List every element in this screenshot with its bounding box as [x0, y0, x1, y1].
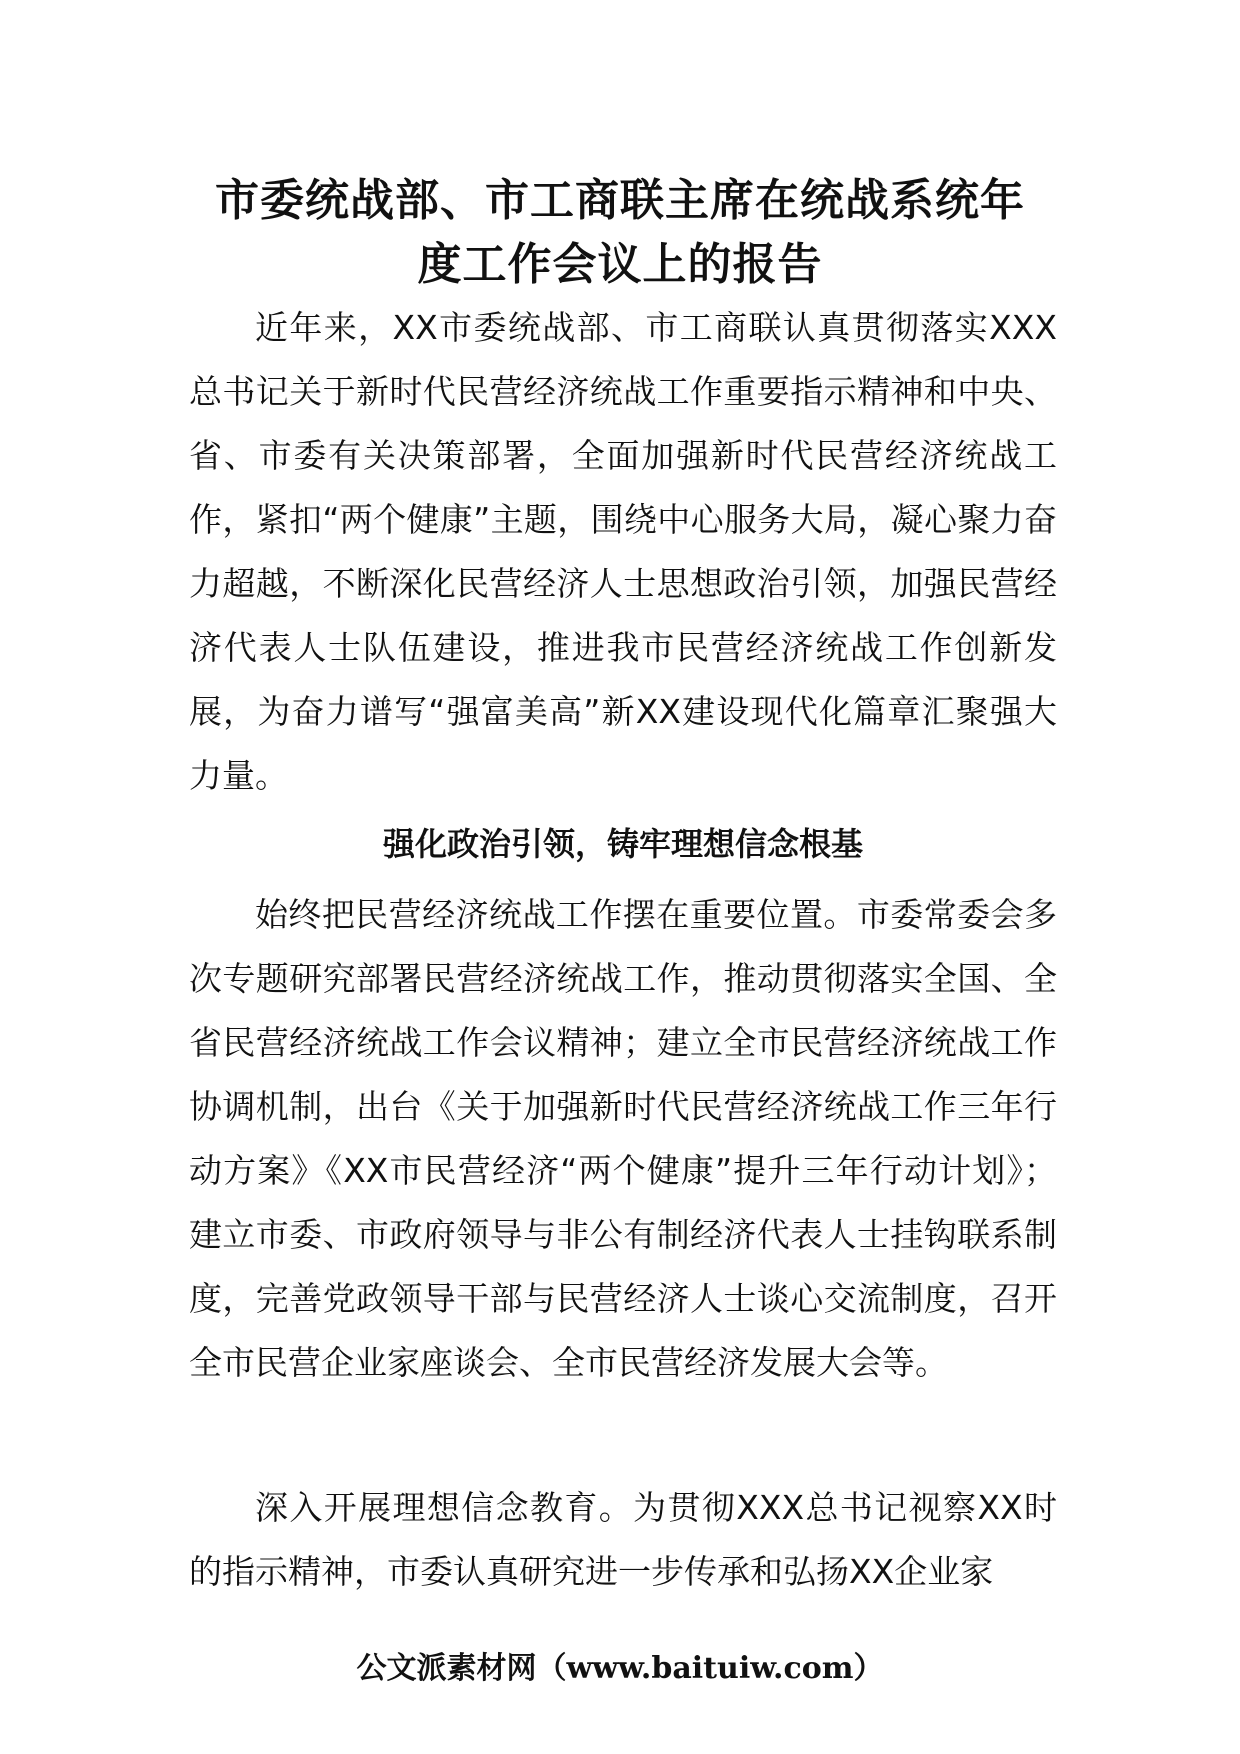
- body-paragraph-2: 始终把民营经济统战工作摆在重要位置。市委常委会多次专题研究部署民营经济统战工作，推动贯彻落实全国、全省民营经济统战工作会议精神；建立全市民营经济统战工作协调机制，出台《关于加强新时代民营经济统战工作三年行动方案》《XX市民营经济“两个健康”提升三年行动计划》；建立市委、市政府领导与非公有制经济代表人士挂钩联系制度，完善党政领导干部与民营经济人士谈心交流制度，召开全市民营企业家座谈会、全市民营经济发展大会等。: [189, 895, 1057, 1382]
- document-title-line-1: 市委统战部、市工商联主席在统战系统年: [215, 175, 1025, 226]
- document-title-line-2: 度工作会议上的报告: [417, 239, 823, 290]
- body-paragraph-3: 深入开展理想信念教育。为贯彻XXX总书记视察XX时的指示精神，市委认真研究进一步传承和弘扬XX企业家: [189, 1488, 1057, 1591]
- section-heading: 强化政治引领，铸牢理想信念根基: [382, 825, 863, 863]
- body-paragraph-1: 近年来，XX市委统战部、市工商联认真贯彻落实XXX总书记关于新时代民营经济统战工作重要指示精神和中央、省、市委有关决策部署，全面加强新时代民营经济统战工作，紧扣“两个健康”主题，围绕中心服务大局，凝心聚力奋力超越，不断深化民营经济人士思想政治引领，加强民营经济代表人士队伍建设，推进我市民营经济统战工作创新发展，为奋力谱写“强富美高”新XX建设现代化篇章汇聚强大力量。: [189, 308, 1057, 795]
- footer-watermark: 公文派素材网（www.baituiw.com）: [356, 1651, 884, 1686]
